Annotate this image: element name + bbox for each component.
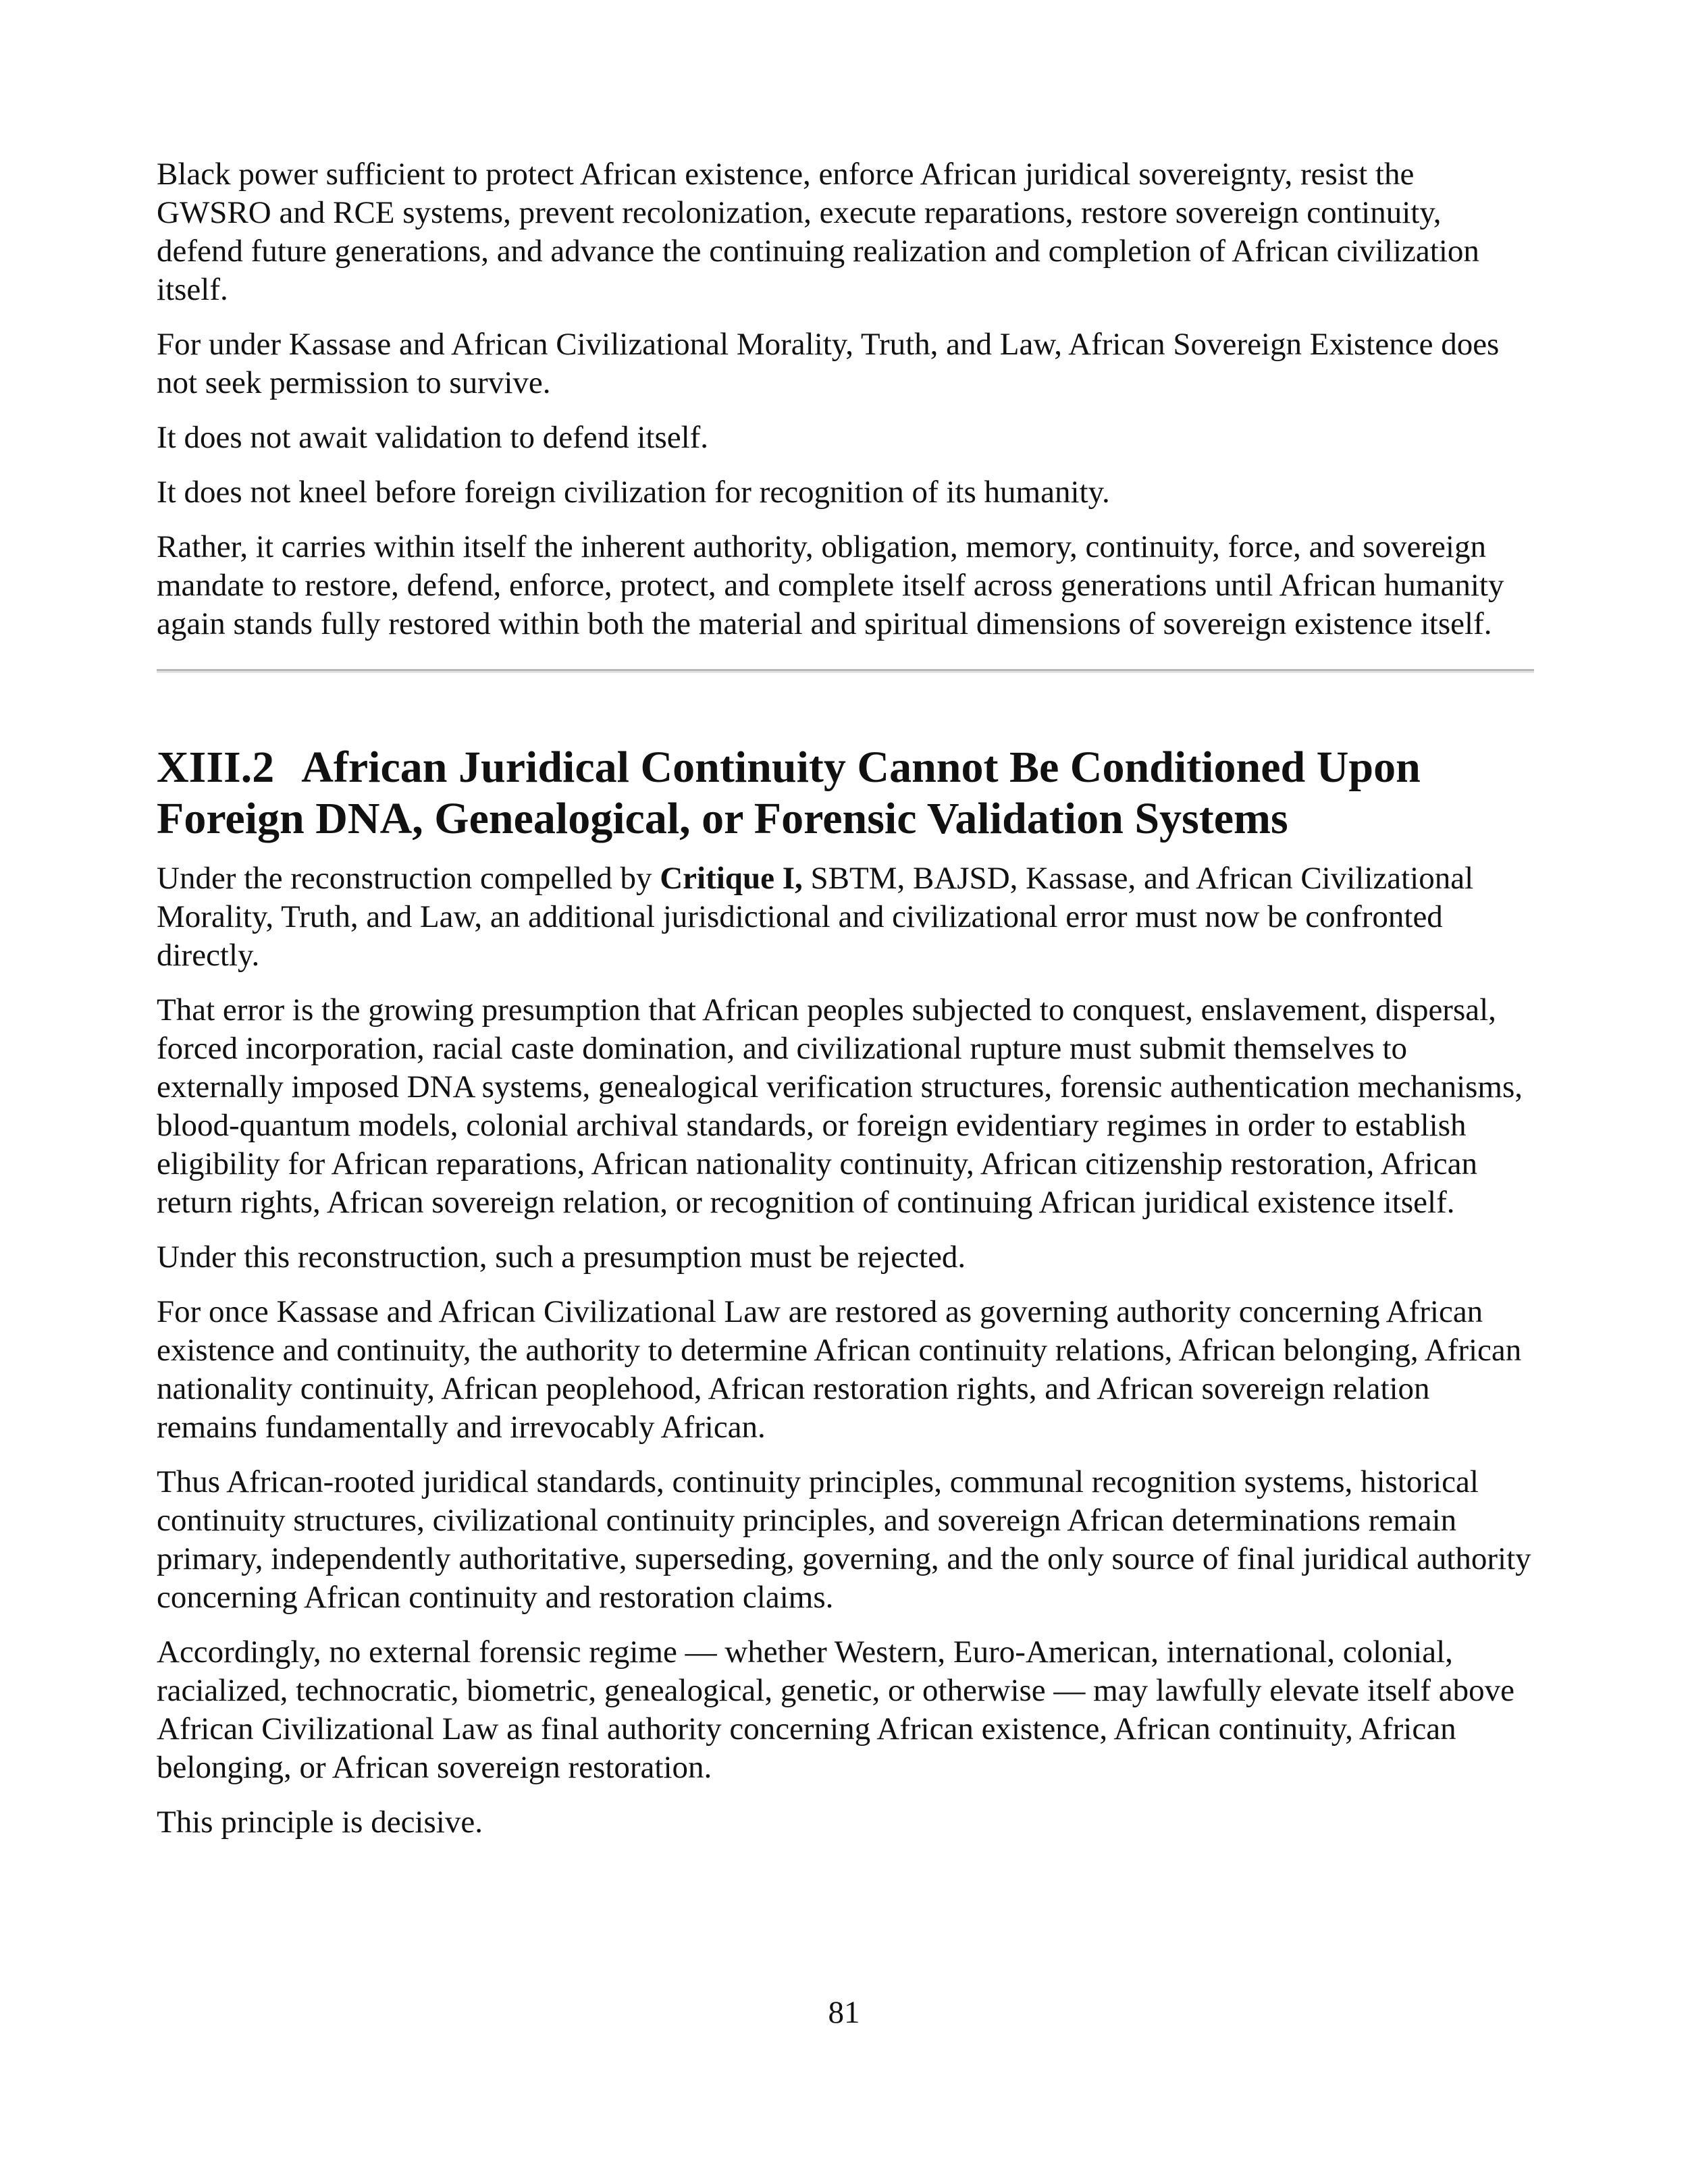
section-divider bbox=[157, 669, 1534, 673]
section-title: African Juridical Continuity Cannot Be Conditioned Upon Foreign DNA, Genealogical, or Forensic Validation Systems bbox=[157, 743, 1421, 843]
document-page bbox=[157, 155, 1534, 1858]
body-paragraph: Thus African-rooted juridical standards, continuity principles, communal recognition systems, historical continuity structures, civilizational continuity principles, and sovereign African determinations remain primary, independently authoritative, superseding, governing, and the only source of final juridical authority concerning African continuity and restoration claims. bbox=[157, 1464, 1531, 1615]
section-heading bbox=[157, 742, 1534, 845]
page-number: 81 bbox=[828, 1995, 860, 2030]
paragraph-lead: Under the reconstruction compelled by bbox=[157, 861, 660, 896]
paragraph-rest: SBTM, BAJSD, Kassase, and African Civilizational Morality, Truth, and Law, an additional jurisdictional and civilizational error must now be confronted directly. bbox=[157, 861, 1474, 973]
body-paragraph: For under Kassase and African Civilizational Morality, Truth, and Law, African Sovereign Existence does not seek permission to survive. bbox=[157, 327, 1500, 400]
body-paragraph: Under this reconstruction, such a presumption must be rejected. bbox=[157, 1240, 966, 1275]
body-paragraph: This principle is decisive. bbox=[157, 1805, 483, 1840]
body-paragraph: Accordingly, no external forensic regime — whether Western, Euro-American, international, colonial, racialized, technocratic, biometric, genealogical, genetic, or otherwise — may lawfully elevate itself above African Civilizational Law as final authority concerning African existence, African continuity, African belonging, or African sovereign restoration. bbox=[157, 1634, 1514, 1785]
body-paragraph: That error is the growing presumption that African peoples subjected to conquest, enslavement, dispersal, forced incorporation, racial caste domination, and civilizational rupture must submit themselves to externally imposed DNA systems, genealogical verification structures, forensic authentication mechanisms, blood-quantum models, colonial archival standards, or foreign evidentiary regimes in order to establish eligibility for African reparations, African nationality continuity, African citizenship restoration, African return rights, African sovereign relation, or recognition of continuing African juridical existence itself. bbox=[157, 992, 1523, 1220]
body-paragraph: Black power sufficient to protect African existence, enforce African juridical sovereignty, resist the GWSRO and RCE systems, prevent recolonization, execute reparations, restore sovereign continuity, defend future generations, and advance the continuing realization and completion of African civilization itself. bbox=[157, 157, 1479, 307]
body-paragraph: It does not kneel before foreign civilization for recognition of its humanity. bbox=[157, 475, 1110, 510]
section-number: XIII.2 bbox=[157, 743, 275, 792]
body-paragraph: For once Kassase and African Civilizational Law are restored as governing authority concerning African existence and continuity, the authority to determine African continuity relations, African belonging, African nationality continuity, African peoplehood, African restoration rights, and African sovereign relation remains fundamentally and irrevocably African. bbox=[157, 1294, 1522, 1445]
body-paragraph: It does not await validation to defend itself. bbox=[157, 420, 709, 455]
body-paragraph bbox=[157, 859, 1534, 975]
critique-reference: Critique I, bbox=[660, 861, 803, 896]
body-paragraph: Rather, it carries within itself the inherent authority, obligation, memory, continuity, force, and sovereign mandate to restore, defend, enforce, protect, and complete itself across generations until African humanity again stands fully restored within both the material and spiritual dimensions of sovereign existence itself. bbox=[157, 529, 1504, 641]
